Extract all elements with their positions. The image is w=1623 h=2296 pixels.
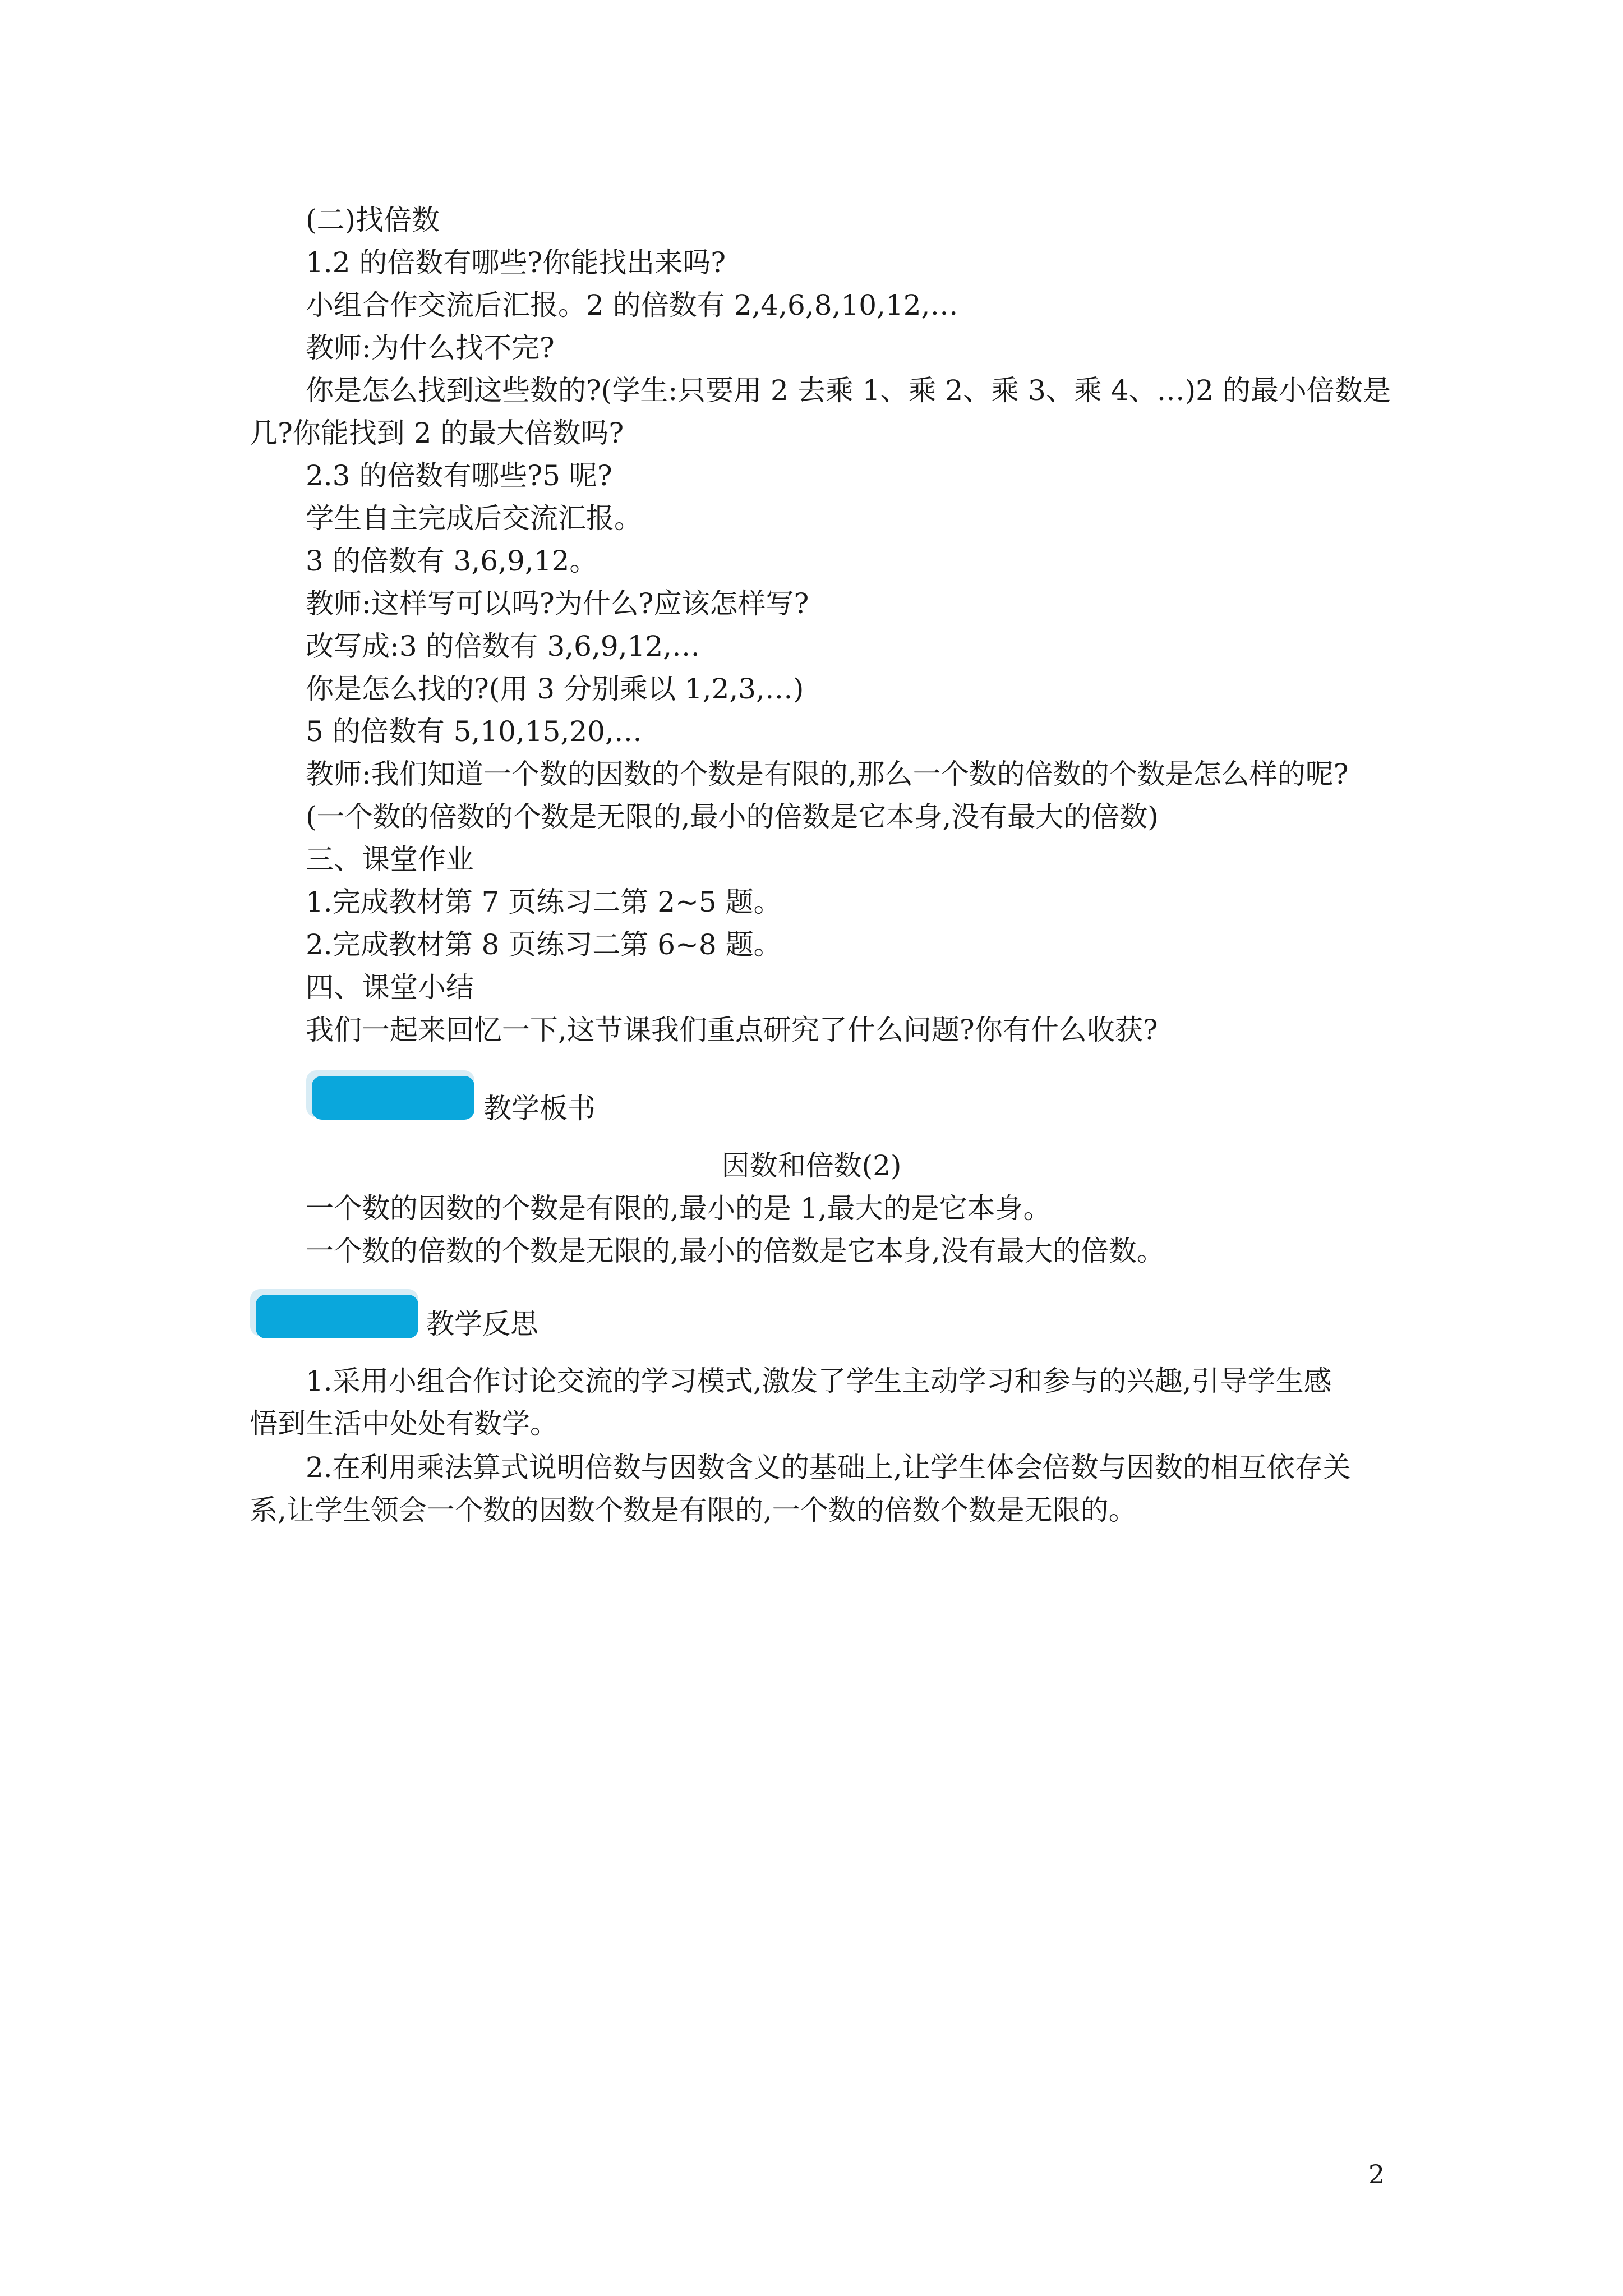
text-line: 2.完成教材第 8 页练习二第 6~8 题。 xyxy=(306,928,782,961)
reflection-section-label: 教学反思 xyxy=(426,1308,538,1340)
reflection-line: 系,让学生领会一个数的因数个数是有限的,一个数的倍数个数是无限的。 xyxy=(250,1494,1137,1526)
reflection-line: 2.在利用乘法算式说明倍数与因数含义的基础上,让学生体会倍数与因数的相互依存关 xyxy=(306,1451,1351,1484)
text-line: 教师:为什么找不完? xyxy=(306,332,555,364)
text-line: 几?你能找到 2 的最大倍数吗? xyxy=(250,417,624,449)
board-line: 一个数的因数的个数是有限的,最小的是 1,最大的是它本身。 xyxy=(306,1192,1052,1225)
heading-find-multiples: (二)找倍数 xyxy=(306,204,440,236)
text-line: 1.完成教材第 7 页练习二第 2~5 题。 xyxy=(306,886,782,918)
text-line: 我们一起来回忆一下,这节课我们重点研究了什么问题?你有什么收获? xyxy=(306,1014,1158,1046)
text-line: 学生自主完成后交流汇报。 xyxy=(306,502,642,535)
text-line: (一个数的倍数的个数是无限的,最小的倍数是它本身,没有最大的倍数) xyxy=(306,800,1159,833)
reflection-line: 悟到生活中处处有数学。 xyxy=(250,1407,558,1440)
reflection-line: 1.采用小组合作讨论交流的学习模式,激发了学生主动学习和参与的兴趣,引导学生感 xyxy=(306,1365,1332,1397)
text-line: 你是怎么找到这些数的?(学生:只要用 2 去乘 1、乘 2、乘 3、乘 4、…)2 的最小倍数是 xyxy=(306,374,1391,407)
text-line: 教师:这样写可以吗?为什么?应该怎样写? xyxy=(306,587,809,620)
text-line: 小组合作交流后汇报。2 的倍数有 2,4,6,8,10,12,… xyxy=(306,289,958,321)
question-line: 1.2 的倍数有哪些?你能找出来吗? xyxy=(306,246,726,279)
board-section-marker xyxy=(312,1076,480,1124)
board-section-label: 教学板书 xyxy=(483,1092,596,1125)
board-line: 一个数的倍数的个数是无限的,最小的倍数是它本身,没有最大的倍数。 xyxy=(306,1235,1165,1267)
heading-classwork: 三、课堂作业 xyxy=(306,843,474,876)
reflection-section-marker xyxy=(256,1295,424,1343)
text-line: 你是怎么找的?(用 3 分别乘以 1,2,3,…) xyxy=(306,673,804,705)
text-line: 改写成:3 的倍数有 3,6,9,12,… xyxy=(306,630,700,662)
text-line: 5 的倍数有 5,10,15,20,… xyxy=(306,715,642,748)
page-number: 2 xyxy=(1368,2159,1385,2189)
question-line: 2.3 的倍数有哪些?5 呢? xyxy=(306,459,612,492)
text-line: 教师:我们知道一个数的因数的个数是有限的,那么一个数的倍数的个数是怎么样的呢? xyxy=(306,758,1349,790)
text-line: 3 的倍数有 3,6,9,12。 xyxy=(306,545,598,577)
heading-summary: 四、课堂小结 xyxy=(306,971,474,1004)
board-title: 因数和倍数(2) xyxy=(721,1149,902,1182)
